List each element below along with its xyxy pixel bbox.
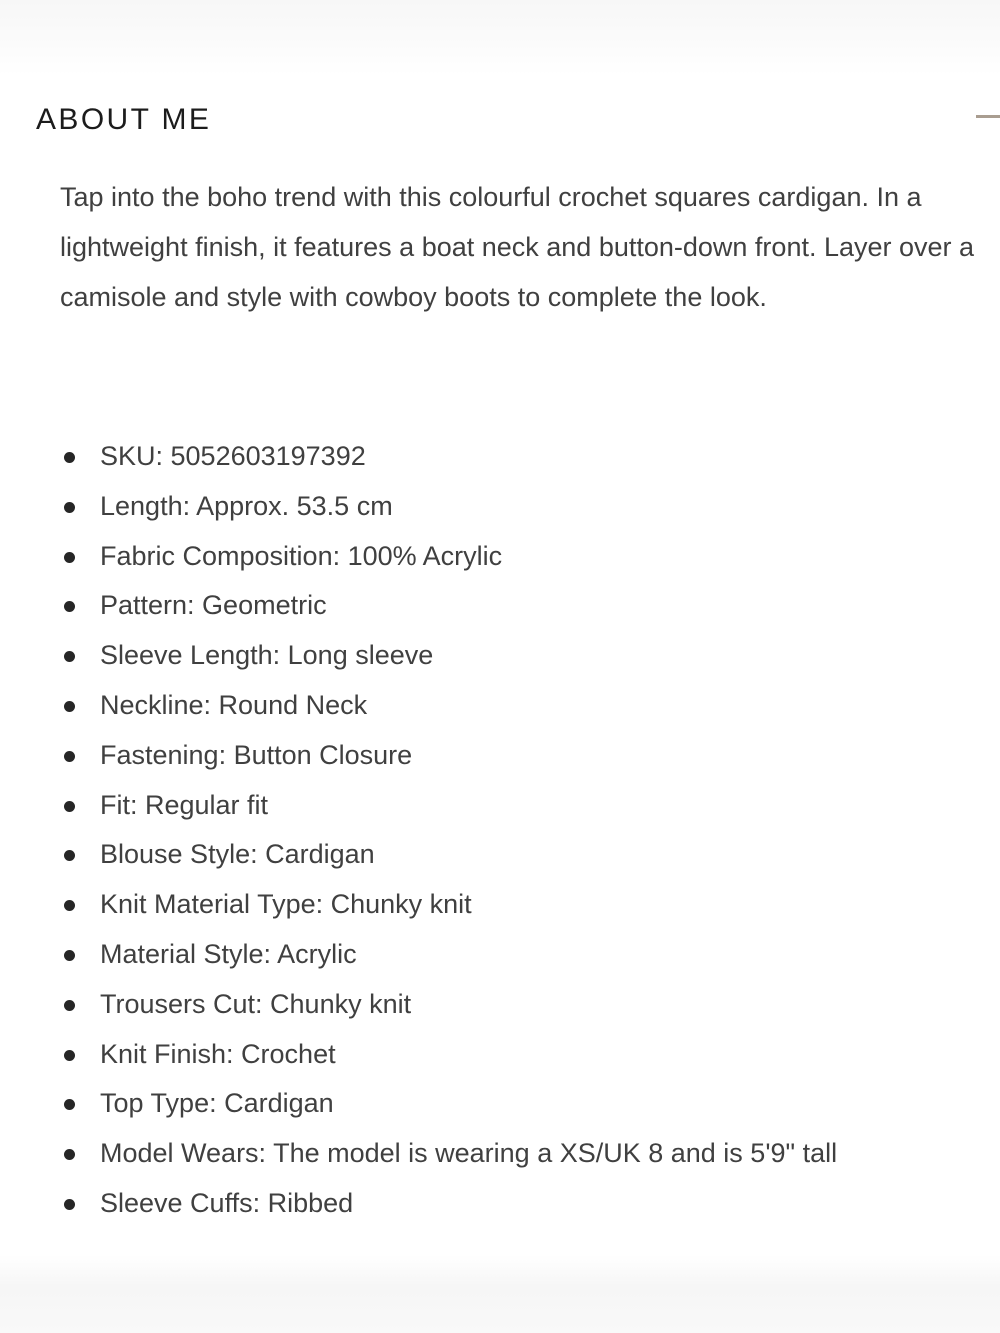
spec-item bbox=[0, 482, 837, 532]
bullet-icon bbox=[64, 1000, 75, 1011]
spec-item bbox=[0, 1179, 837, 1229]
spec-text: Length: Approx. 53.5 cm bbox=[100, 490, 393, 521]
bullet-icon bbox=[64, 452, 75, 463]
spec-text: Blouse Style: Cardigan bbox=[100, 839, 375, 870]
spec-text: Fastening: Button Closure bbox=[100, 739, 413, 770]
spec-item bbox=[0, 432, 837, 482]
spec-text: Pattern: Geometric bbox=[100, 590, 327, 621]
spec-text: Knit Finish: Crochet bbox=[100, 1038, 336, 1069]
spec-text: Fit: Regular fit bbox=[100, 789, 269, 820]
spec-item bbox=[0, 581, 837, 631]
spec-item bbox=[0, 631, 837, 681]
bullet-icon bbox=[64, 502, 75, 513]
bullet-icon bbox=[64, 701, 75, 712]
spec-item bbox=[0, 532, 837, 582]
spec-text: Trousers Cut: Chunky knit bbox=[100, 988, 412, 1019]
bullet-icon bbox=[64, 1149, 75, 1160]
spec-text: Top Type: Cardigan bbox=[100, 1088, 334, 1119]
about-me-section bbox=[0, 75, 1000, 1218]
spec-text: Knit Material Type: Chunky knit bbox=[100, 889, 472, 920]
spec-item bbox=[0, 1079, 837, 1129]
bullet-icon bbox=[64, 950, 75, 961]
spec-text: Sleeve Cuffs: Ribbed bbox=[100, 1187, 354, 1218]
bullet-icon bbox=[64, 651, 75, 662]
spec-item bbox=[0, 930, 837, 980]
spec-list bbox=[0, 432, 837, 1229]
spec-text: Material Style: Acrylic bbox=[100, 938, 357, 969]
spec-item bbox=[0, 731, 837, 781]
bullet-icon bbox=[64, 751, 75, 762]
spec-text: Model Wears: The model is wearing a XS/UK 8 and is 5'9" tall bbox=[100, 1138, 838, 1169]
minus-icon[interactable] bbox=[976, 115, 1000, 118]
bullet-icon bbox=[64, 900, 75, 911]
bullet-icon bbox=[64, 552, 75, 563]
product-description: Tap into the boho trend with this colourful crochet squares cardigan. In a lightweight finish, it features a boat neck and button-down front. Layer over a camisole and style with cowboy boots to complete the look. bbox=[60, 182, 975, 312]
bullet-icon bbox=[64, 1050, 75, 1061]
spec-text: SKU: 5052603197392 bbox=[100, 441, 366, 471]
spec-text: Sleeve Length: Long sleeve bbox=[100, 640, 434, 671]
spec-item bbox=[0, 880, 837, 930]
top-gradient bbox=[0, 0, 1000, 75]
spec-item bbox=[0, 681, 837, 731]
accordion-header[interactable] bbox=[0, 75, 1000, 167]
bullet-icon bbox=[64, 1199, 75, 1210]
spec-item bbox=[0, 781, 837, 831]
bullet-icon bbox=[64, 601, 75, 612]
section-title: ABOUT ME bbox=[36, 103, 212, 136]
spec-text: Fabric Composition: 100% Acrylic bbox=[100, 540, 503, 571]
bullet-icon bbox=[64, 801, 75, 812]
bottom-gradient bbox=[0, 1255, 1000, 1333]
spec-item bbox=[0, 980, 837, 1030]
bullet-icon bbox=[64, 1099, 75, 1110]
spec-item bbox=[0, 1030, 837, 1080]
bullet-icon bbox=[64, 850, 75, 861]
spec-item bbox=[0, 1129, 837, 1179]
spec-item bbox=[0, 830, 837, 880]
spec-text: Neckline: Round Neck bbox=[100, 689, 368, 720]
